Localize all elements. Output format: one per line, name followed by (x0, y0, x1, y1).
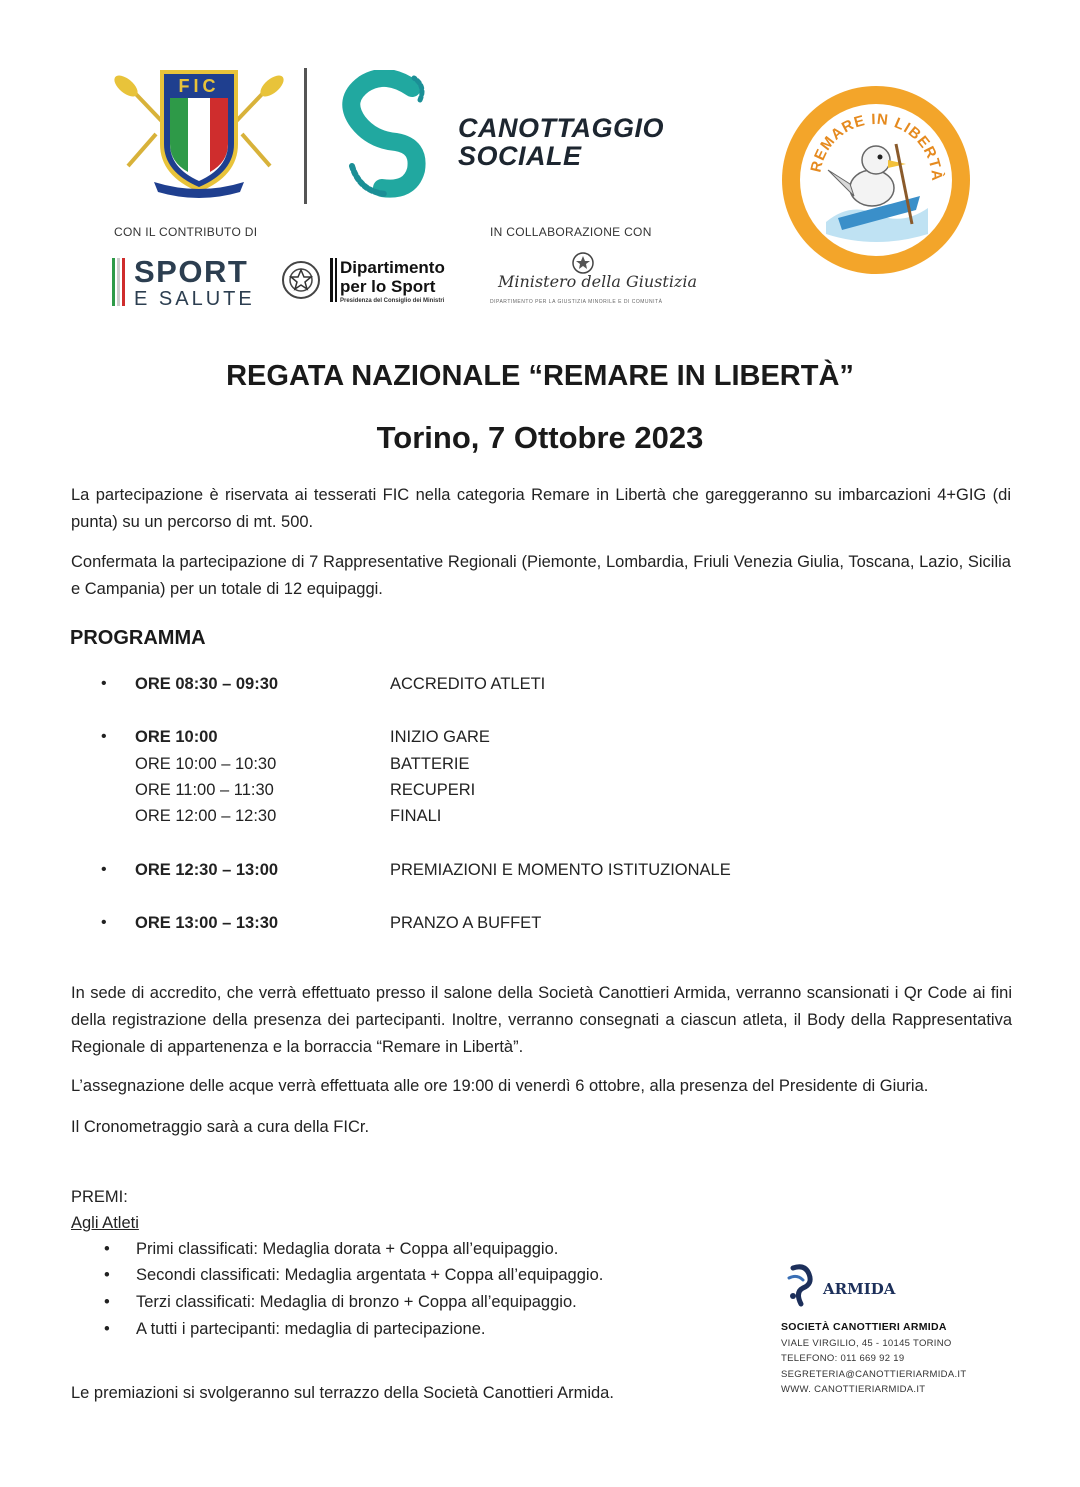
premi-item-text: Primi classificati: Medaglia dorata + Coppa all’equipaggio. (136, 1240, 559, 1258)
programma-heading: PROGRAMMA (70, 627, 206, 649)
collaborazione-label: IN COLLABORAZIONE CON (490, 225, 652, 239)
programma-row (0, 781, 1080, 807)
premi-item (0, 1320, 760, 1346)
logo-separator (304, 68, 307, 204)
programma-activity: PRANZO A BUFFET (390, 914, 542, 932)
tricolor-bars (112, 258, 126, 306)
programma-row (0, 728, 1080, 754)
premi-item (0, 1293, 760, 1319)
programma-activity: INIZIO GARE (390, 728, 490, 746)
closing-paragraph: Le premiazioni si svolgeranno sul terrazzo della Società Canottieri Armida. (71, 1384, 614, 1402)
programma-time: ORE 10:00 – 10:30 (135, 755, 277, 773)
dipartimento-bar-2 (335, 258, 337, 302)
cronometraggio-paragraph: Il Cronometraggio sarà a cura della FICr. (71, 1118, 370, 1136)
armida-name: ARMIDA (823, 1280, 896, 1298)
programma-time: ORE 11:00 – 11:30 (135, 781, 274, 799)
cs-line-1: CANOTTAGGIO (458, 113, 664, 143)
programma-row (0, 807, 1080, 833)
dipartimento-line-3: Presidenza del Consiglio dei Ministri (340, 298, 445, 304)
programma-row (0, 861, 1080, 887)
acque-paragraph: L’assegnazione delle acque verrà effettuata alle ore 19:00 di venerdì 6 ottobre, alla presenza del Presidente di Giuria. (71, 1077, 929, 1095)
premi-subheading: Agli Atleti (71, 1214, 139, 1232)
dipartimento-line-1: Dipartimento (340, 258, 445, 277)
premi-item (0, 1266, 760, 1292)
italian-emblem-icon (280, 258, 322, 302)
canottaggio-sociale-wordmark (458, 114, 664, 170)
programma-time: ORE 13:00 – 13:30 (135, 914, 279, 932)
programma-row (0, 755, 1080, 781)
armida-society: SOCIETÀ CANOTTIERI ARMIDA (781, 1321, 947, 1333)
contributo-label: CON IL CONTRIBUTO DI (114, 225, 258, 239)
dipartimento-line-2: per lo Sport (340, 277, 436, 296)
intro-paragraph-1: La partecipazione è riservata ai tesserati FIC nella categoria Remare in Libertà che gareggeranno su imbarcazioni 4+GIG (di punta) su un percorso di mt. 500. (71, 486, 1011, 531)
bullet: • (101, 861, 107, 878)
bullet: • (104, 1240, 110, 1258)
premi-item (0, 1240, 760, 1266)
armida-emblem-icon (783, 1264, 819, 1308)
intro-paragraph-2: Confermata la partecipazione di 7 Rappresentative Regionali (Piemonte, Lombardia, Friuli Venezia Giulia, Toscana, Lazio, Sicilia e Campania) per un totale di 12 equipaggi. (71, 553, 1011, 598)
dipartimento-bar (330, 258, 333, 302)
programma-time: ORE 12:00 – 12:30 (135, 807, 277, 825)
bullet: • (101, 728, 107, 745)
armida-email[interactable]: SEGRETERIA@CANOTTIERIARMIDA.IT (781, 1368, 967, 1380)
page-title: REGATA NAZIONALE “REMARE IN LIBERTÀ” (226, 360, 854, 392)
programma-activity: RECUPERI (390, 781, 476, 799)
bullet: • (104, 1320, 110, 1338)
programma-activity: PREMIAZIONI E MOMENTO ISTITUZIONALE (390, 861, 731, 879)
page-subtitle: Torino, 7 Ottobre 2023 (376, 420, 704, 455)
armida-address: VIALE VIRGILIO, 45 - 10145 TORINO (781, 1337, 952, 1349)
remare-ring-text: REMARE IN LIBERTÀ (807, 110, 946, 183)
cs-line-2: SOCIALE (458, 141, 582, 171)
bullet: • (104, 1293, 110, 1311)
premi-item-text: Secondi classificati: Medaglia argentata + Coppa all’equipaggio. (136, 1266, 604, 1284)
armida-web[interactable]: WWW. CANOTTIERIARMIDA.IT (781, 1384, 926, 1395)
programma-row (0, 675, 1080, 701)
canottaggio-sociale-logo (334, 70, 438, 200)
bullet: • (104, 1266, 110, 1284)
armida-contact-block (781, 1320, 966, 1398)
bullet: • (101, 675, 107, 692)
programma-activity: ACCREDITO ATLETI (390, 675, 546, 693)
premi-heading: PREMI: (71, 1188, 128, 1206)
armida-phone: TELEFONO: 011 669 92 19 (781, 1353, 905, 1364)
ministero-sub: DIPARTIMENTO PER LA GIUSTIZIA MINORILE E DI COMUNITÀ (490, 299, 663, 305)
premi-item-text: Terzi classificati: Medaglia di bronzo + Coppa all’equipaggio. (136, 1293, 577, 1311)
programma-time: ORE 08:30 – 09:30 (135, 675, 279, 693)
accredito-paragraph: In sede di accredito, che verrà effettuato presso il salone della Società Canottieri Armida, verranno scansionati i Qr Code ai fini della registrazione della presenza dei partecipanti. Inoltre, verranno consegnati a ciascun atleta, il Body della Rappresentativa Regionale di appartenenza e la borraccia “Remare in Libertà”. (71, 984, 1012, 1056)
fic-logo (108, 64, 290, 210)
ministero-giustizia-logo: Ministero della Giustizia (498, 272, 698, 291)
salute-word: E SALUTE (134, 288, 255, 310)
programma-row (0, 914, 1080, 940)
programma-activity: FINALI (390, 807, 442, 825)
programma-time: ORE 12:30 – 13:00 (135, 861, 279, 879)
sport-word: SPORT (134, 254, 249, 289)
svg-text:FIC: FIC (178, 76, 220, 96)
premi-item-text: A tutti i partecipanti: medaglia di partecipazione. (136, 1320, 486, 1338)
dipartimento-sport-logo (340, 258, 445, 304)
programma-time: ORE 10:00 (135, 728, 218, 746)
bullet: • (101, 914, 107, 931)
programma-activity: BATTERIE (390, 755, 470, 773)
remare-in-liberta-logo (780, 84, 972, 276)
